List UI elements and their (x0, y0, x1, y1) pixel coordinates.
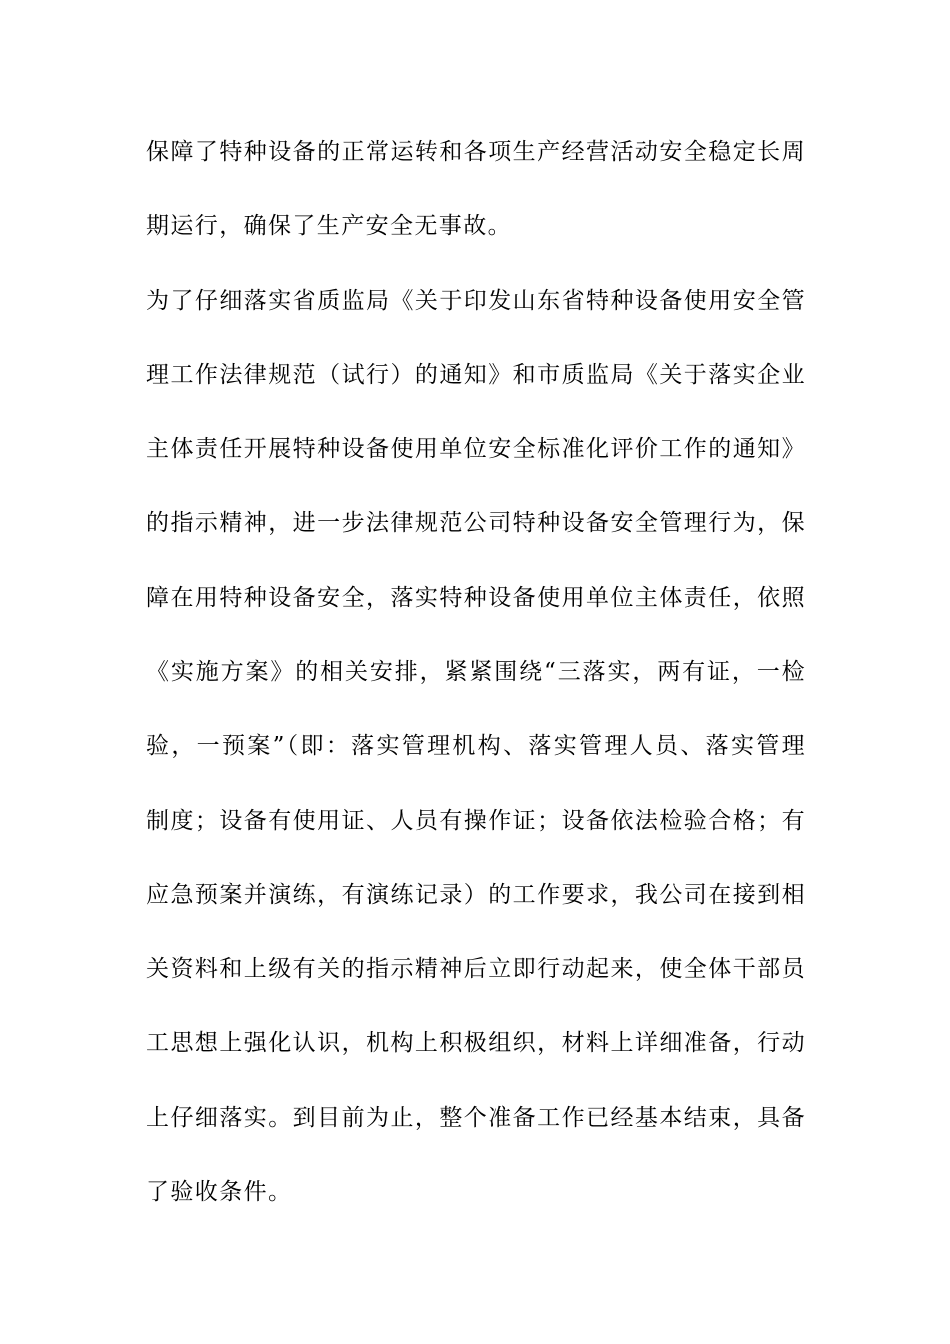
text-line-12: 关资料和上级有关的指示精神后立即行动起来，使全体干部员 (146, 956, 806, 982)
text-line-4: 理工作法律规范（试行）的通知》和市质监局《关于落实企业 (146, 362, 806, 388)
text-line-1: 保障了特种设备的正常运转和各项生产经营活动安全稳定长周 (146, 139, 806, 165)
text-line-5: 主体责任开展特种设备使用单位安全标准化评价工作的通知》 (146, 436, 806, 462)
text-line-8: 《实施方案》的相关安排，紧紧围绕“三落实，两有证，一检 (146, 659, 806, 685)
text-line-15: 了验收条件。 (146, 1179, 293, 1205)
text-line-10: 制度；设备有使用证、人员有操作证；设备依法检验合格；有 (146, 808, 806, 834)
text-line-2: 期运行，确保了生产安全无事故。 (146, 213, 512, 239)
text-line-3: 为了仔细落实省质监局《关于印发山东省特种设备使用安全管 (146, 288, 806, 314)
text-line-7: 障在用特种设备安全，落实特种设备使用单位主体责任，依照 (146, 585, 806, 611)
text-line-14: 上仔细落实。到目前为止，整个准备工作已经基本结束，具备 (146, 1105, 806, 1131)
text-line-13: 工思想上强化认识，机构上积极组织，材料上详细准备，行动 (146, 1030, 806, 1056)
text-line-9: 验，一预案”（即：落实管理机构、落实管理人员、落实管理 (146, 733, 806, 759)
text-line-11: 应急预案并演练，有演练记录）的工作要求，我公司在接到相 (146, 882, 806, 908)
text-line-6: 的指示精神，进一步法律规范公司特种设备安全管理行为，保 (146, 510, 806, 536)
